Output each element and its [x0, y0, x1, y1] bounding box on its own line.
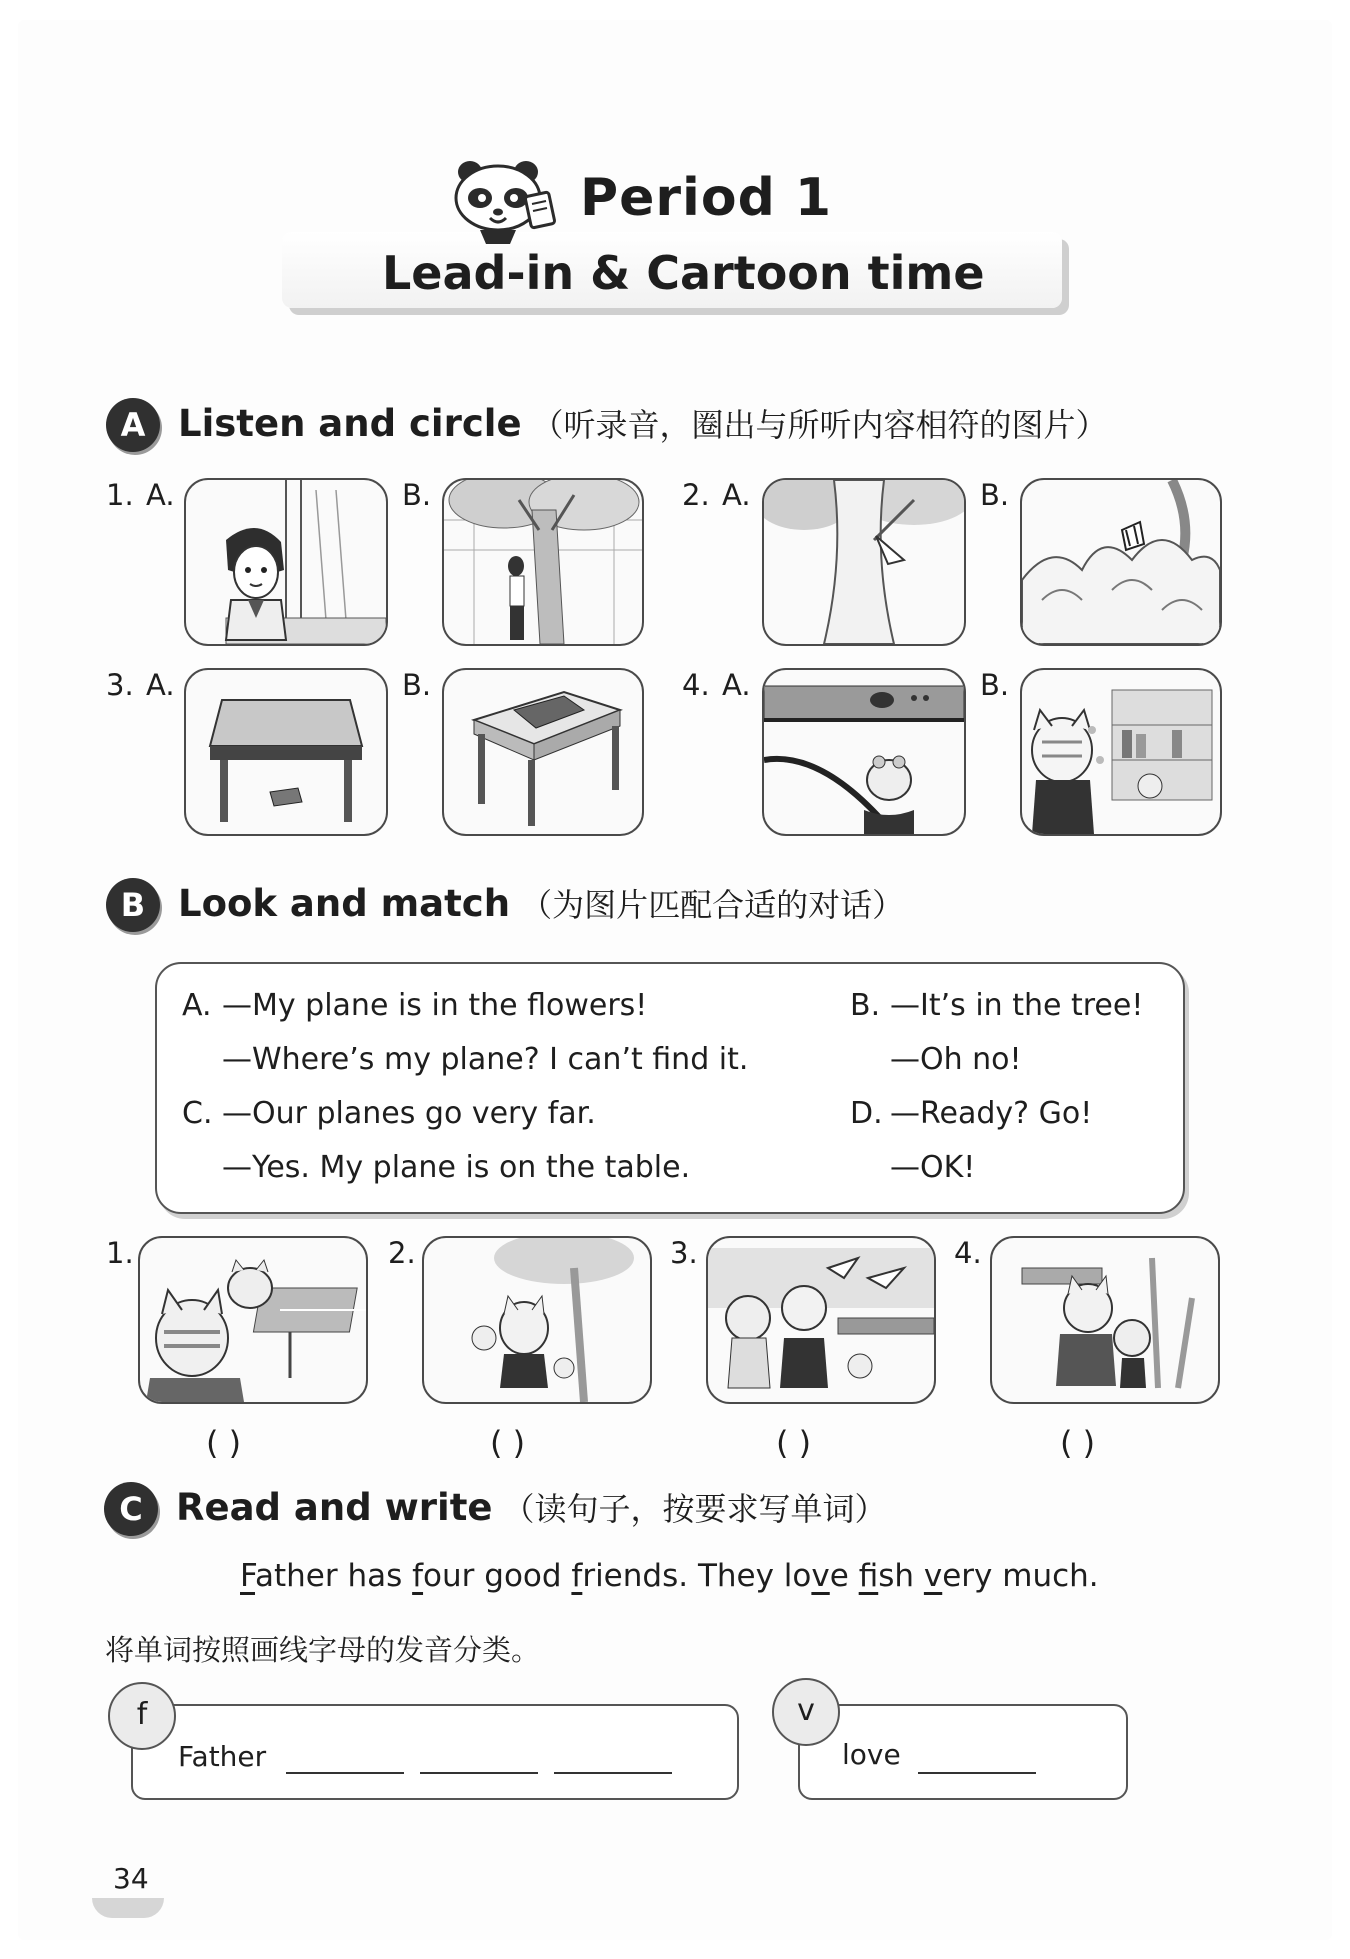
section-c-title: [176, 1484, 887, 1530]
lesson-subtitle: Lead-in & Cartoon time: [382, 246, 985, 300]
sorting-instruction: 将单词按照画线字母的发音分类。: [105, 1633, 541, 1667]
dialogue-a-label: A.: [182, 988, 212, 1023]
match-answer-2[interactable]: ( ): [490, 1424, 526, 1462]
underlined-letter: f: [571, 1558, 583, 1594]
section-c-title-cn: （读句子，按要求写单词）: [502, 1490, 887, 1528]
dialogue-c-line-1: —Our planes go very far.: [222, 1096, 596, 1131]
section-b-title-en: Look and match: [178, 882, 511, 925]
dialogue-c-line-2: —Yes. My plane is on the table.: [222, 1150, 691, 1185]
sort-v-blank-1[interactable]: [918, 1772, 1036, 1774]
match-picture-1-number: 1.: [106, 1236, 134, 1270]
section-c-title-en: Read and write: [176, 1486, 493, 1529]
sort-letter-v-circle: v: [772, 1678, 840, 1746]
dialogue-a-line-1: —My plane is in the flowers!: [222, 988, 648, 1023]
section-a-badge: A: [106, 398, 160, 452]
dialogue-d-label: D.: [850, 1096, 883, 1131]
question-4-option-a-label: A.: [722, 668, 751, 702]
panda-mascot-icon: [440, 158, 560, 246]
dialogue-a-line-2: —Where’s my plane? I can’t find it.: [222, 1042, 749, 1077]
reading-sentence: [240, 1558, 1099, 1594]
page-number-tab: [92, 1898, 164, 1918]
page-number: 34: [113, 1862, 149, 1895]
sort-letter-f-circle: f: [108, 1682, 176, 1750]
match-answer-3[interactable]: ( ): [776, 1424, 812, 1462]
sort-f-blank-1[interactable]: [286, 1772, 404, 1774]
section-b-badge: B: [106, 878, 160, 932]
match-answer-1[interactable]: ( ): [206, 1424, 242, 1462]
question-2-option-b-label: B.: [980, 478, 1010, 512]
question-3-option-b-picture[interactable]: [442, 668, 644, 836]
section-c-badge: C: [104, 1482, 158, 1536]
section-a-title-en: Listen and circle: [178, 402, 522, 445]
match-answer-4[interactable]: ( ): [1060, 1424, 1096, 1462]
section-a-title-cn: （听录音，圈出与所听内容相符的图片）: [531, 406, 1108, 444]
question-3-option-a-label: A.: [146, 668, 175, 702]
match-picture-4-number: 4.: [954, 1236, 982, 1270]
dialogue-d-line-2: —OK!: [890, 1150, 976, 1185]
question-4-option-b-picture[interactable]: [1020, 668, 1222, 836]
sentence-text: riends. They lo: [582, 1558, 812, 1594]
sentence-text: ish: [878, 1558, 924, 1594]
match-picture-2-number: 2.: [388, 1236, 416, 1270]
sort-f-blank-3[interactable]: [554, 1772, 672, 1774]
match-picture-3-number: 3.: [670, 1236, 698, 1270]
section-a-title: [178, 400, 1108, 446]
question-2-option-b-picture[interactable]: [1020, 478, 1222, 646]
dialogue-b-line-1: —It’s in the tree!: [890, 988, 1144, 1023]
question-1-option-a-label: A.: [146, 478, 175, 512]
match-picture-2: [422, 1236, 652, 1404]
question-4-option-b-label: B.: [980, 668, 1010, 702]
question-1-option-b-picture[interactable]: [442, 478, 644, 646]
period-title: Period 1: [580, 168, 833, 228]
question-4-number: 4.: [682, 668, 710, 702]
sentence-text: ery much.: [942, 1558, 1099, 1594]
question-3-option-a-picture[interactable]: [184, 668, 388, 836]
question-1-option-b-label: B.: [402, 478, 432, 512]
underlined-letter: v: [811, 1558, 830, 1594]
match-picture-4: [990, 1236, 1220, 1404]
question-3-number: 3.: [106, 668, 134, 702]
underlined-letter: f: [858, 1558, 879, 1594]
question-1-option-a-picture[interactable]: [184, 478, 388, 646]
sort-f-blank-2[interactable]: [420, 1772, 538, 1774]
sentence-text: ather has: [255, 1558, 413, 1594]
question-2-option-a-label: A.: [722, 478, 751, 512]
dialogue-b-line-2: —Oh no!: [890, 1042, 1022, 1077]
match-picture-3: [706, 1236, 936, 1404]
section-b-title: [178, 880, 904, 926]
section-b-title-cn: （为图片匹配合适的对话）: [520, 886, 905, 924]
question-2-option-a-picture[interactable]: [762, 478, 966, 646]
dialogue-c-label: C.: [182, 1096, 213, 1131]
match-picture-1: [138, 1236, 368, 1404]
sort-f-example-word: Father: [178, 1740, 267, 1773]
underlined-letter: v: [923, 1558, 943, 1594]
question-2-number: 2.: [682, 478, 710, 512]
sort-v-example-word: love: [842, 1738, 901, 1771]
sentence-text: our good: [423, 1558, 572, 1594]
question-3-option-b-label: B.: [402, 668, 432, 702]
underlined-letter: F: [240, 1558, 255, 1594]
sentence-text: e: [829, 1558, 859, 1594]
dialogue-d-line-1: —Ready? Go!: [890, 1096, 1093, 1131]
question-4-option-a-picture[interactable]: [762, 668, 966, 836]
question-1-number: 1.: [106, 478, 134, 512]
dialogue-b-label: B.: [850, 988, 881, 1023]
underlined-letter: f: [412, 1558, 424, 1594]
